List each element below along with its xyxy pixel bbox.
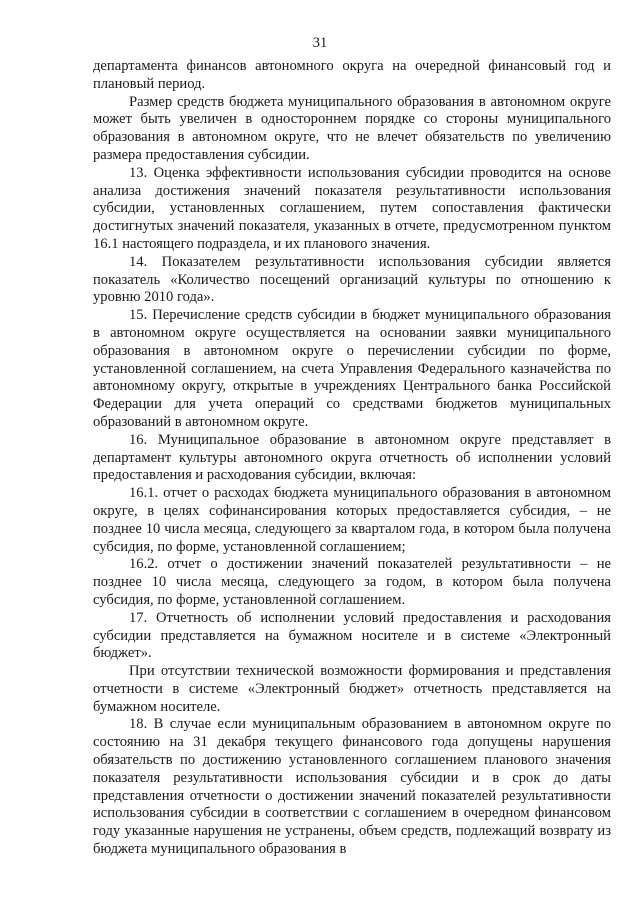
paragraph-17-paper-fallback: При отсутствии технической возможности формирования и представления отчетности в системе «Электронный бюджет» отчетность представляется на бумажном носителе. [93, 663, 611, 715]
paragraph-14-performance-indicator: 14. Показателем результативности использования субсидии является показатель «Количество посещений организаций культуры по отношению к уровню 2010 года». [93, 253, 611, 306]
page-number: 31 [312, 35, 328, 51]
paragraph-continuation: департамента финансов автономного округа на очередной финансовый год и плановый период. [93, 58, 611, 92]
paragraph-budget-increase: Размер средств бюджета муниципального образования в автономном округе может быть увеличен в одностороннем порядке со стороны муниципального образования в автономном округе, что не влечет обязательств по увеличению размера предоставления субсидии. [93, 93, 611, 163]
paragraph-16-2-achievement-report: 16.2. отчет о достижении значений показателей результативности – не позднее 10 числа месяца, следующего за годом, в котором была получена субсидия, по форме, установленной соглашением. [93, 556, 611, 608]
paragraph-15-transfer-of-funds: 15. Перечисление средств субсидии в бюджет муниципального образования в автономном округе осуществляется на основании заявки муниципального образования в автономном округе о перечислении субсидии по форме, установленной соглашением, на счета Управления Федерального казначейства по автономному округу, открытые в учреждениях Центрального банка Российской Федерации для учета операций со средствами бюджетов муниципальных образований в автономном округе. [93, 307, 611, 430]
paragraph-13-efficiency-assessment: 13. Оценка эффективности использования субсидии проводится на основе анализа достижения значений показателя результативности использования субсидии, установленных соглашением, путем сопоставления фактически достигнутых значений показателя, указанных в отчете, предусмотренном пунктом 16.1 настоящего подраздела, и их планового значения. [93, 164, 611, 252]
paragraph-18-violations: 18. В случае если муниципальным образованием в автономном округе по состоянию на 31 декабря текущего финансового года допущены нарушения обязательств по достижению установленного соглашением планового значения показателя результативности использования субсидии и в срок до даты представления отчетности о достижении значений показателей результативности использования субсидии в соответствии с соглашением в очередном финансовом году указанные нарушения не устранены, объем средств, подлежащий возврату из бюджета муниципального образования в [93, 716, 611, 858]
paragraph-16-1-expense-report: 16.1. отчет о расходах бюджета муниципального образования в автономном округе, в целях софинансирования которых предоставляется субсидия, – не позднее 10 числа месяца, следующего за кварталом года, в котором была получена субсидия, по форме, установленной соглашением; [93, 485, 611, 555]
document-body [93, 58, 611, 859]
paragraph-17-report-format: 17. Отчетность об исполнении условий предоставления и расходования субсидии представляется на бумажном носителе и в системе «Электронный бюджет». [93, 609, 611, 662]
paragraph-16-reporting: 16. Муниципальное образование в автономном округе представляет в департамент культуры автономного округа отчетность об исполнении условий предоставления и расходования субсидии, включая: [93, 431, 611, 484]
